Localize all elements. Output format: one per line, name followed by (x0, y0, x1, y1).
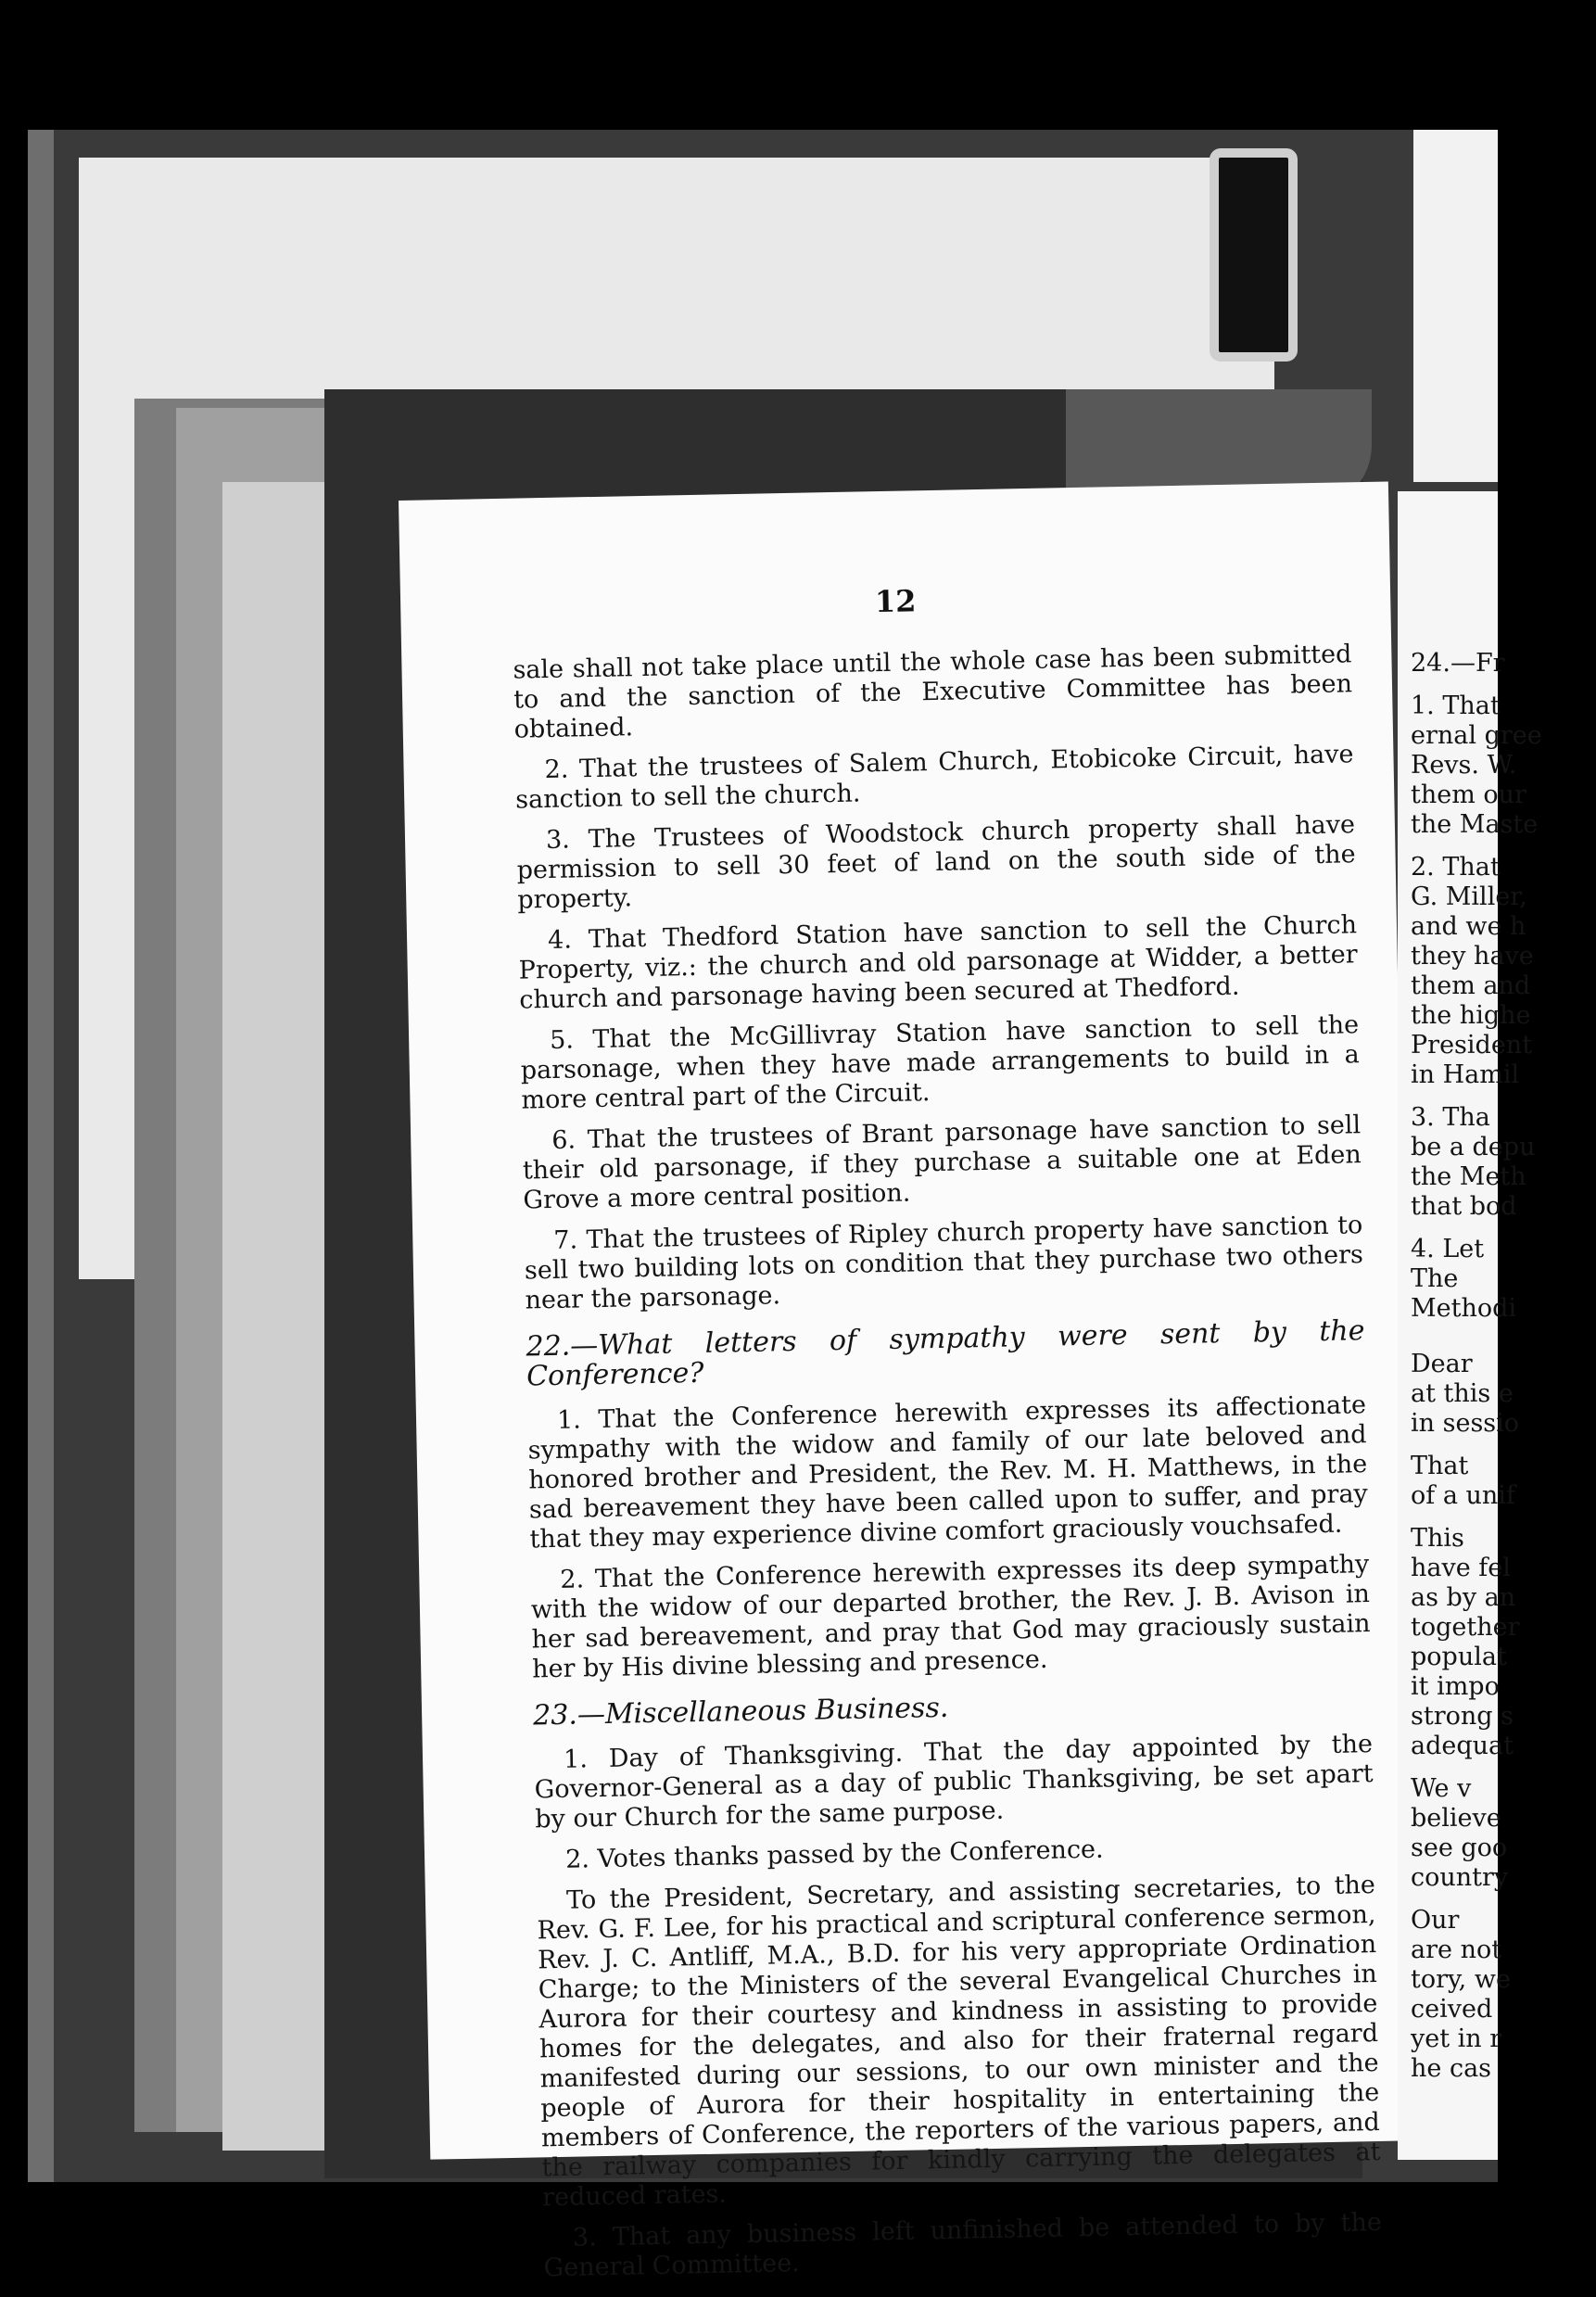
adjacent-page-line: see goo (1411, 1834, 1508, 1862)
adjacent-page-line (1411, 1090, 1596, 1103)
adjacent-page-line: That (1411, 1452, 1469, 1480)
adjacent-page-line: them and (1411, 971, 1531, 1000)
adjacent-page-line: country (1411, 1863, 1509, 1892)
adjacent-page-line (1411, 1222, 1596, 1235)
adjacent-page-line (1411, 679, 1596, 692)
section-23-heading: 23.—Miscellaneous Business. (532, 1691, 949, 1732)
section-23-body (534, 1730, 1383, 2283)
adjacent-page-line: believe (1411, 1804, 1501, 1833)
adjacent-page-line: of a unif (1411, 1481, 1515, 1510)
adjacent-page-line: are not (1411, 1935, 1502, 1964)
paragraph: 1. Day of Thanksgiving. That the day appointed by the Governor-General as a day of public Thanksgiving, be set apart by our Church for the same purpose. (534, 1730, 1374, 1834)
adjacent-page-text (1411, 649, 1596, 2084)
adjacent-page-line: have fel (1411, 1554, 1511, 1582)
adjacent-page-line: they have (1411, 942, 1534, 971)
adjacent-page-line: at this e (1411, 1379, 1514, 1408)
adjacent-page-line (1411, 1337, 1596, 1350)
adjacent-page-line: ernal gree (1411, 721, 1542, 750)
adjacent-page-line: in Hamil (1411, 1060, 1520, 1089)
adjacent-page-line: Methodi (1411, 1294, 1517, 1323)
adjacent-page-line: the Meth (1411, 1162, 1526, 1191)
adjacent-page-line (1411, 1439, 1596, 1452)
adjacent-page (1398, 491, 1542, 2160)
page-body (513, 640, 1383, 2294)
adjacent-page-line: 4. Let (1411, 1235, 1485, 1263)
adjacent-page-line: Dear (1411, 1350, 1473, 1378)
adjacent-page-line: 3. Tha (1411, 1103, 1490, 1132)
adjacent-page-line: yet in r (1411, 2024, 1502, 2053)
paragraph: 2. Votes thanks passed by the Conference. (564, 1834, 1104, 1874)
adjacent-page-line: them our (1411, 780, 1526, 809)
adjacent-page-line (1411, 840, 1596, 853)
paragraph: 1. That the Conference herewith expresses its affectionate sympathy with the widow and family of our late beloved and honored brother and President, the Rev. M. H. Matthews, in the sad bereavement they have been called upon to suffer, and pray that they may experience divine comfort graciously vouchsafed. (527, 1390, 1369, 1555)
adjacent-page-line: G. Miller, (1411, 882, 1527, 911)
adjacent-page-line: together (1411, 1613, 1520, 1642)
adjacent-page-top (1413, 130, 1498, 482)
adjacent-page-line: in sessio (1411, 1409, 1520, 1438)
adjacent-page-line: 24.—Fr (1411, 649, 1505, 678)
adjacent-page-line: and we h (1411, 912, 1526, 941)
adjacent-page-line (1411, 1511, 1596, 1524)
paragraph: 3. The Trustees of Woodstock church property shall have permission to sell 30 feet of land on the south side of the property. (516, 810, 1356, 915)
adjacent-page-line (1411, 1893, 1596, 1906)
adjacent-page-line: adequat (1411, 1732, 1514, 1760)
paragraph: To the President, Secretary, and assisting secretaries, to the Rev. G. F. Lee, for his practical and scriptural conference sermon, Rev. J. C. Antliff, M.A., B.D. for his very appropriate Ordination Charge; to the Ministers of the several Evangelical Churches in Aurora for their courtesy and kindness in assisting to provide homes for the delegates, and also for their fraternal regard manifested during our sessions, to our own minister and the people of Aurora for their hospitality in entertaining the members of Conference, the reporters of the various papers, and the railway companies for kindly carrying the delegates at reduced rates. (537, 1871, 1381, 2213)
paragraph: 7. That the trustees of Ripley church property have sanction to sell two building lots on condition that they purchase two others near the parsonage. (524, 1211, 1364, 1315)
adjacent-page-line: The (1411, 1264, 1459, 1293)
adjacent-page-line: Revs. W. (1411, 751, 1517, 780)
document-page (399, 481, 1420, 2283)
page-stack-edge-light (222, 482, 324, 2151)
adjacent-page-line: as by an (1411, 1583, 1516, 1612)
adjacent-page-line: tory, we (1411, 1965, 1511, 1994)
paragraph: 6. That the trustees of Brant parsonage have sanction to sell their old parsonage, if they purchase a suitable one at Eden Grove a more central position. (522, 1110, 1362, 1215)
adjacent-page-line (1411, 1324, 1596, 1337)
adjacent-page-line: it impo (1411, 1672, 1500, 1701)
paragraph: 5. That the McGillivray Station have sanction to sell the parsonage, when they have made arrangements to build in a more central part of the Circuit. (520, 1010, 1360, 1115)
adjacent-page-line: 1. That (1411, 692, 1501, 720)
adjacent-page-line: President (1411, 1031, 1533, 1060)
page-number: 12 (874, 583, 917, 620)
adjacent-page-line: populat (1411, 1643, 1507, 1671)
paragraph: 4. That Thedford Station have sanction to sell the Church Property, viz.: the church and old parsonage at Widder, a better church and parsonage having been secured at Thedford. (518, 910, 1358, 1015)
adjacent-page-line: 2. That (1411, 853, 1501, 882)
adjacent-page-line: We v (1411, 1774, 1472, 1803)
section-21-continuation (513, 640, 1364, 1315)
section-22-heading: 22.—What letters of sympathy were sent by the Conference? (526, 1314, 1365, 1393)
adjacent-page-line: Our (1411, 1906, 1460, 1935)
adjacent-page-line: This (1411, 1524, 1464, 1553)
adjacent-page-line: he cas (1411, 2054, 1492, 2083)
adjacent-page-line: the highe (1411, 1001, 1531, 1030)
binder-clip (1210, 148, 1298, 362)
adjacent-page-line: ceived (1411, 1995, 1493, 2024)
paragraph: 2. That the Conference herewith expresses its deep sympathy with the widow of our departed brother, the Rev. J. B. Avison in her sad bereavement, and pray that God may graciously sustain her by His divine blessing and presence. (530, 1550, 1371, 1684)
adjacent-page-line: the Maste (1411, 810, 1539, 839)
adjacent-page-line: be a depu (1411, 1133, 1536, 1161)
paragraph: sale shall not take place until the whole case has been submitted to and the sanction of the Executive Committee has been obtained. (513, 640, 1353, 744)
paragraph: 3. That any business left unfinished be attended to by the General Committee. (543, 2207, 1383, 2283)
paragraph: 2. That the trustees of Salem Church, Etobicoke Circuit, have sanction to sell the church. (514, 740, 1354, 815)
binder-spine (28, 130, 54, 2182)
adjacent-page-line: strong s (1411, 1702, 1514, 1731)
section-22-body (527, 1390, 1372, 1684)
adjacent-page-line (1411, 1761, 1596, 1774)
adjacent-page-line: that bod (1411, 1192, 1517, 1221)
